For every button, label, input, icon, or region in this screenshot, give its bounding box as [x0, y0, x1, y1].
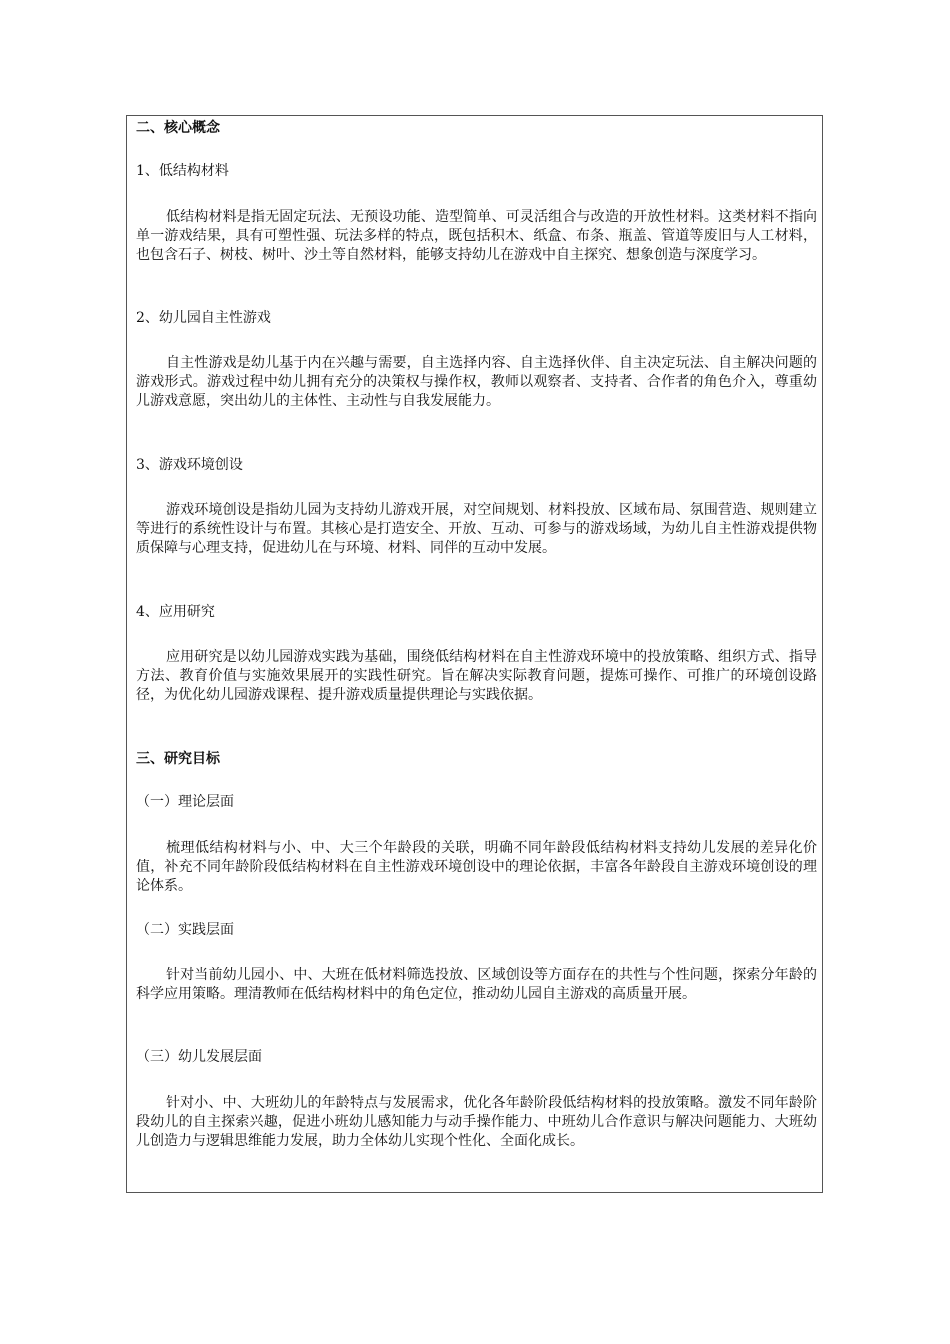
item-title-practice-level: （二）实践层面 [136, 922, 234, 938]
item-title-theory-level: （一）理论层面 [136, 794, 234, 810]
item-body-autonomous-play: 自主性游戏是幼儿基于内在兴趣与需要，自主选择内容、自主选择伙伴、自主决定玩法、自主解决问题的游戏形式。游戏过程中幼儿拥有充分的决策权与操作权，教师以观察者、支持者、合作者的角色介入，尊重幼儿游戏意愿，突出幼儿的主体性、主动性与自我发展能力。 [136, 355, 817, 409]
item-title-child-development-level: （三）幼儿发展层面 [136, 1049, 262, 1065]
item-title-play-environment: 3、游戏环境创设 [136, 457, 243, 473]
item-title-applied-research: 4、应用研究 [136, 604, 215, 620]
section-heading-research-goals: 三、研究目标 [136, 751, 220, 767]
item-body-low-structure-materials: 低结构材料是指无固定玩法、无预设功能、造型简单、可灵活组合与改造的开放性材料。这类材料不指向单一游戏结果，具有可塑性强、玩法多样的特点，既包括积木、纸盒、布条、瓶盖、管道等废旧与人工材料，也包含石子、树枝、树叶、沙土等自然材料，能够支持幼儿在游戏中自主探究、想象创造与深度学习。 [136, 209, 817, 263]
item-title-autonomous-play: 2、幼儿园自主性游戏 [136, 310, 271, 326]
item-title-low-structure-materials: 1、低结构材料 [136, 163, 229, 179]
item-body-play-environment: 游戏环境创设是指幼儿园为支持幼儿游戏开展，对空间规划、材料投放、区域布局、氛围营造、规则建立等进行的系统性设计与布置。其核心是打造安全、开放、互动、可参与的游戏场域，为幼儿自主性游戏提供物质保障与心理支持，促进幼儿在与环境、材料、同伴的互动中发展。 [136, 502, 817, 556]
item-body-applied-research: 应用研究是以幼儿园游戏实践为基础，围绕低结构材料在自主性游戏环境中的投放策略、组织方式、指导方法、教育价值与实施效果展开的实践性研究。旨在解决实际教育问题，提炼可操作、可推广的环境创设路径，为优化幼儿园游戏课程、提升游戏质量提供理论与实践依据。 [136, 649, 817, 703]
item-body-child-development-level: 针对小、中、大班幼儿的年龄特点与发展需求，优化各年龄阶段低结构材料的投放策略。激发不同年龄阶段幼儿的自主探索兴趣，促进小班幼儿感知能力与动手操作能力、中班幼儿合作意识与解决问题能力、大班幼儿创造力与逻辑思维能力发展，助力全体幼儿实现个性化、全面化成长。 [136, 1095, 817, 1149]
item-body-practice-level: 针对当前幼儿园小、中、大班在低材料筛选投放、区域创设等方面存在的共性与个性问题，探索分年龄的科学应用策略。理清教师在低结构材料中的角色定位，推动幼儿园自主游戏的高质量开展。 [136, 967, 817, 1002]
section-heading-core-concepts: 二、核心概念 [136, 120, 220, 136]
item-body-theory-level: 梳理低结构材料与小、中、大三个年龄段的关联，明确不同年龄段低结构材料支持幼儿发展的差异化价值，补充不同年龄阶段低结构材料在自主性游戏环境创设中的理论依据，丰富各年龄段自主游戏环境创设的理论体系。 [136, 840, 817, 894]
